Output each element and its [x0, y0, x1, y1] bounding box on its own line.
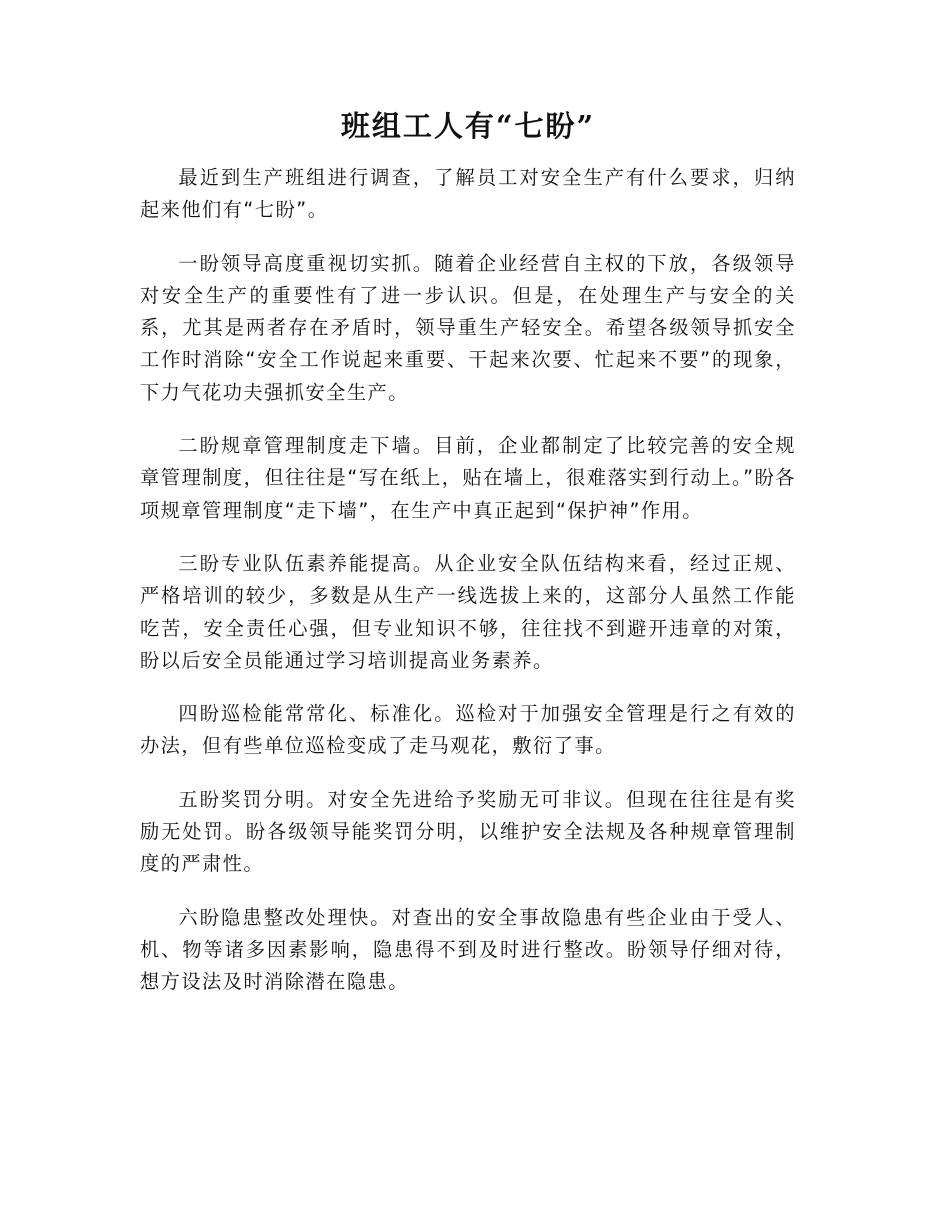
document-title: 班组工人有“七盼”	[340, 109, 596, 143]
paragraph-intro: 最近到生产班组进行调查，了解员工对安全生产有什么要求，归纳起来他们有“七盼”。	[140, 166, 796, 222]
paragraph-hope-4: 四盼巡检能常常化、标准化。巡检对于加强安全管理是行之有效的办法，但有些单位巡检变成了走马观花，敷衍了事。	[140, 702, 796, 758]
paragraph-hope-5: 五盼奖罚分明。对安全先进给予奖励无可非议。但现在往往是有奖励无处罚。盼各级领导能奖罚分明，以维护安全法规及各种规章管理制度的严肃性。	[140, 787, 796, 876]
document-page	[140, 106, 796, 1020]
paragraph-hope-1: 一盼领导高度重视切实抓。随着企业经营自主权的下放，各级领导对安全生产的重要性有了进一步认识。但是，在处理生产与安全的关系，尤其是两者存在矛盾时，领导重生产轻安全。希望各级领导抓安全工作时消除“安全工作说起来重要、干起来次要、忙起来不要”的现象，下力气花功夫强抓安全生产。	[140, 251, 796, 404]
paragraph-hope-3: 三盼专业队伍素养能提高。从企业安全队伍结构来看，经过正规、严格培训的较少，多数是从生产一线选拔上来的，这部分人虽然工作能吃苦，安全责任心强，但专业知识不够，往往找不到避开违章的对策，盼以后安全员能通过学习培训提高业务素养。	[140, 551, 796, 672]
paragraph-hope-6: 六盼隐患整改处理快。对查出的安全事故隐患有些企业由于受人、机、物等诸多因素影响，隐患得不到及时进行整改。盼领导仔细对待，想方设法及时消除潜在隐患。	[140, 905, 796, 994]
paragraph-hope-2: 二盼规章管理制度走下墙。目前，企业都制定了比较完善的安全规章管理制度，但往往是“写在纸上，贴在墙上，很难落实到行动上。”盼各项规章管理制度“走下墙”，在生产中真正起到“保护神”作用。	[140, 434, 796, 522]
